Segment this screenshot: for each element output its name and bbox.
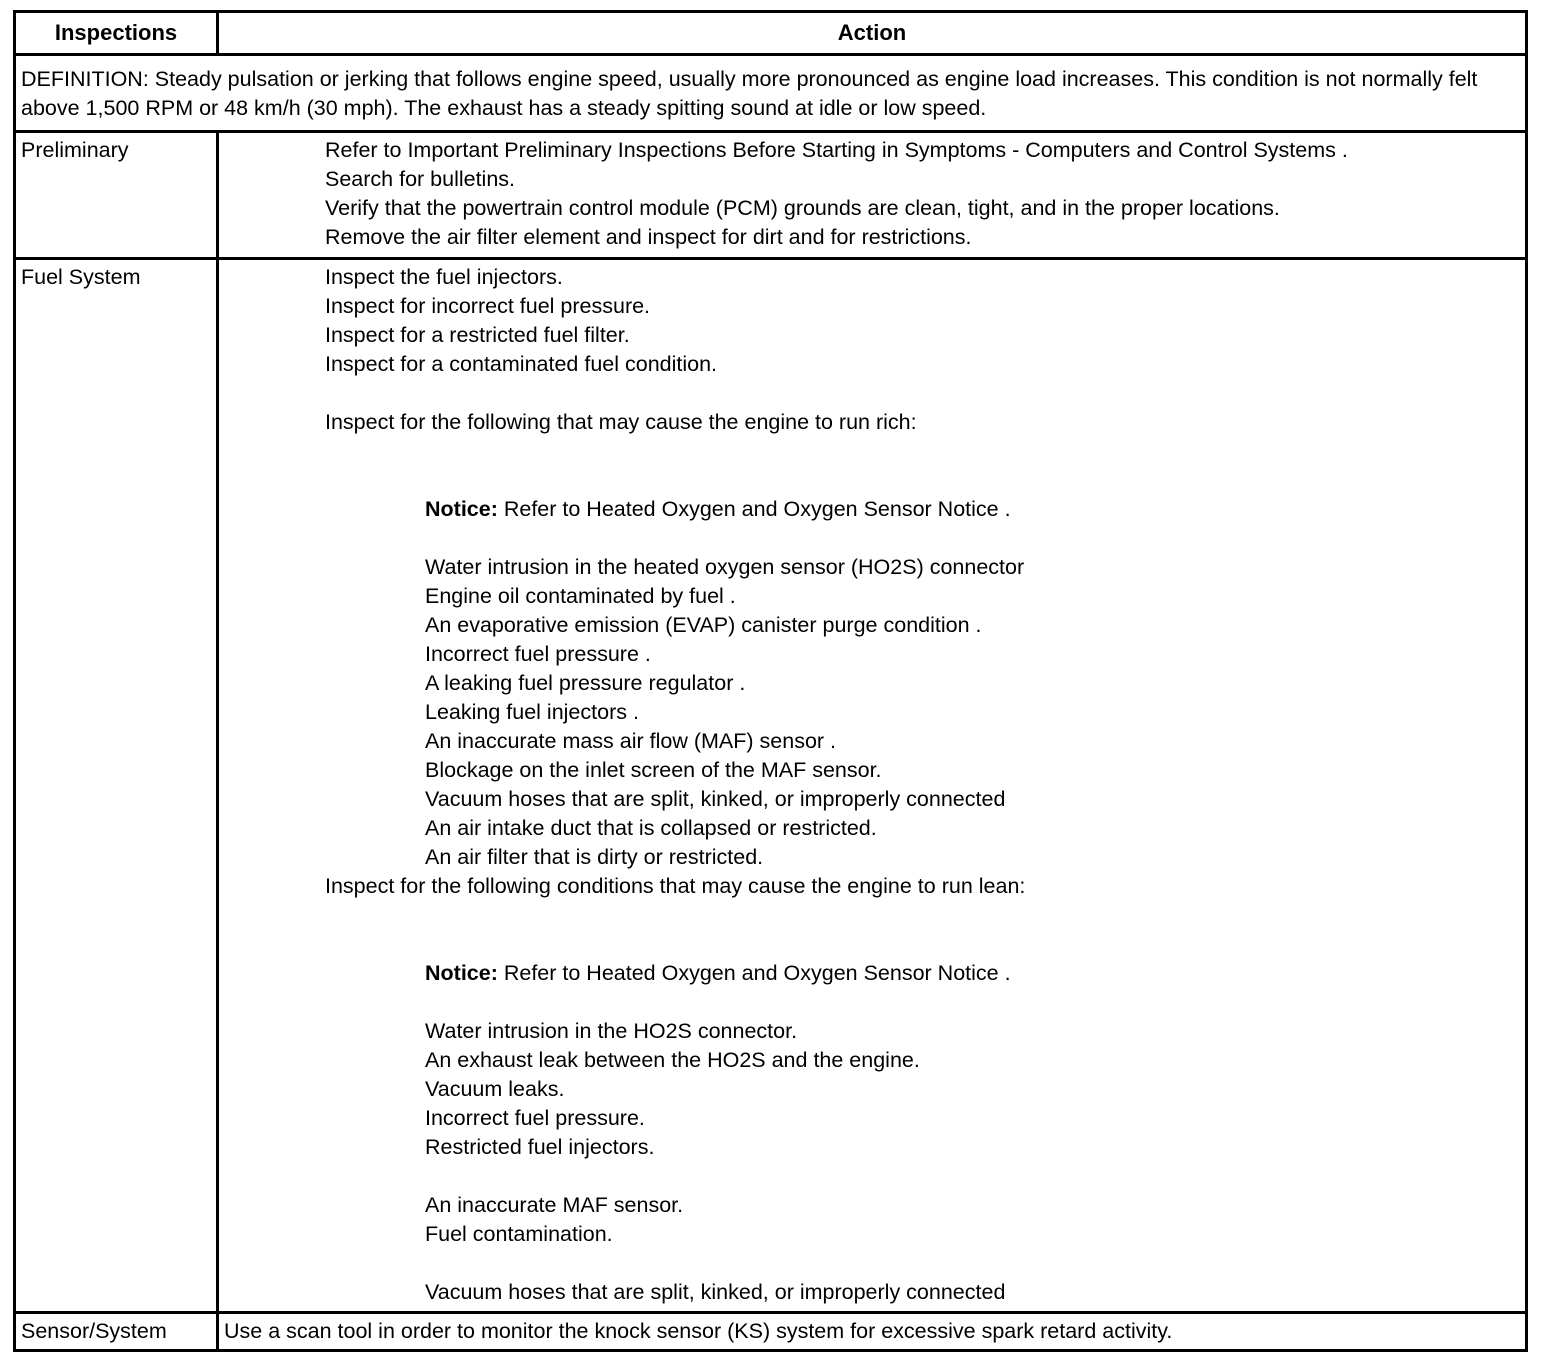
action-header: Action	[837, 20, 907, 45]
fuel-system-label: Fuel System	[16, 260, 219, 1311]
list-item: Vacuum hoses that are split, kinked, or improperly connected	[425, 1280, 1006, 1304]
list-item: An air intake duct that is collapsed or restricted.	[425, 816, 877, 840]
list-item: Verify that the powertrain control module (PCM) grounds are clean, tight, and in the proper locations.	[325, 196, 1280, 220]
list-item: An exhaust leak between the HO2S and the engine.	[425, 1048, 920, 1072]
list-item: A leaking fuel pressure regulator .	[425, 671, 746, 695]
list-item: Inspect for a contaminated fuel condition.	[325, 352, 718, 376]
notice-label: Notice:	[425, 961, 498, 985]
list-item: Incorrect fuel pressure.	[425, 1106, 645, 1130]
definition-row	[16, 56, 1525, 133]
sensor-system-label: Sensor/System	[16, 1314, 219, 1349]
preliminary-label: Preliminary	[16, 133, 219, 257]
sensor-system-row	[16, 1314, 1525, 1349]
list-item: Inspect for incorrect fuel pressure.	[325, 294, 651, 318]
list-item: Incorrect fuel pressure .	[425, 642, 651, 666]
list-item: Engine oil contaminated by fuel .	[425, 584, 736, 608]
list-item: Vacuum hoses that are split, kinked, or improperly connected	[425, 787, 1006, 811]
lean-intro: Inspect for the following conditions that may cause the engine to run lean:	[325, 874, 1026, 898]
list-item: Restricted fuel injectors.	[425, 1135, 655, 1159]
definition-text: DEFINITION: Steady pulsation or jerking that follows engine speed, usually more pronounced as engine load increases. This condition is not normally felt above 1,500 RPM or 48 km/h (30 mph). The exhaust has a steady spitting sound at idle or low speed.	[21, 67, 1478, 120]
list-item: Inspect the fuel injectors.	[325, 265, 563, 289]
list-item: Remove the air filter element and inspect for dirt and for restrictions.	[325, 225, 972, 249]
notice-text: Refer to Heated Oxygen and Oxygen Sensor Notice .	[497, 961, 1011, 985]
list-item: Leaking fuel injectors .	[425, 700, 639, 724]
inspection-table	[13, 10, 1528, 1352]
fuel-system-actions	[219, 260, 1525, 1311]
notice-label: Notice:	[425, 497, 498, 521]
list-item: Fuel contamination.	[425, 1222, 613, 1246]
list-item: Water intrusion in the HO2S connector.	[425, 1019, 798, 1043]
header-row	[16, 13, 1525, 56]
inspections-header: Inspections	[16, 13, 219, 53]
list-item: An air filter that is dirty or restricted.	[425, 845, 764, 869]
notice-text: Refer to Heated Oxygen and Oxygen Sensor Notice .	[497, 497, 1011, 521]
list-item: Vacuum leaks.	[425, 1077, 565, 1101]
list-item: An inaccurate MAF sensor.	[425, 1193, 684, 1217]
list-item: Water intrusion in the heated oxygen sensor (HO2S) connector	[425, 555, 1025, 579]
sensor-system-action: Use a scan tool in order to monitor the knock sensor (KS) system for excessive spark retard activity.	[224, 1319, 1173, 1343]
list-item: Refer to Important Preliminary Inspections Before Starting in Symptoms - Computers and Control Systems .	[325, 138, 1348, 162]
list-item: Blockage on the inlet screen of the MAF sensor.	[425, 758, 882, 782]
fuel-system-row	[16, 260, 1525, 1314]
list-item: An evaporative emission (EVAP) canister purge condition .	[425, 613, 982, 637]
preliminary-row	[16, 133, 1525, 260]
lean-notice	[219, 959, 1525, 988]
rich-notice	[219, 495, 1525, 524]
list-item: An inaccurate mass air flow (MAF) sensor .	[425, 729, 837, 753]
list-item: Search for bulletins.	[325, 167, 516, 191]
list-item: Inspect for a restricted fuel filter.	[325, 323, 630, 347]
rich-intro: Inspect for the following that may cause the engine to run rich:	[325, 410, 917, 434]
preliminary-actions	[219, 133, 1525, 257]
